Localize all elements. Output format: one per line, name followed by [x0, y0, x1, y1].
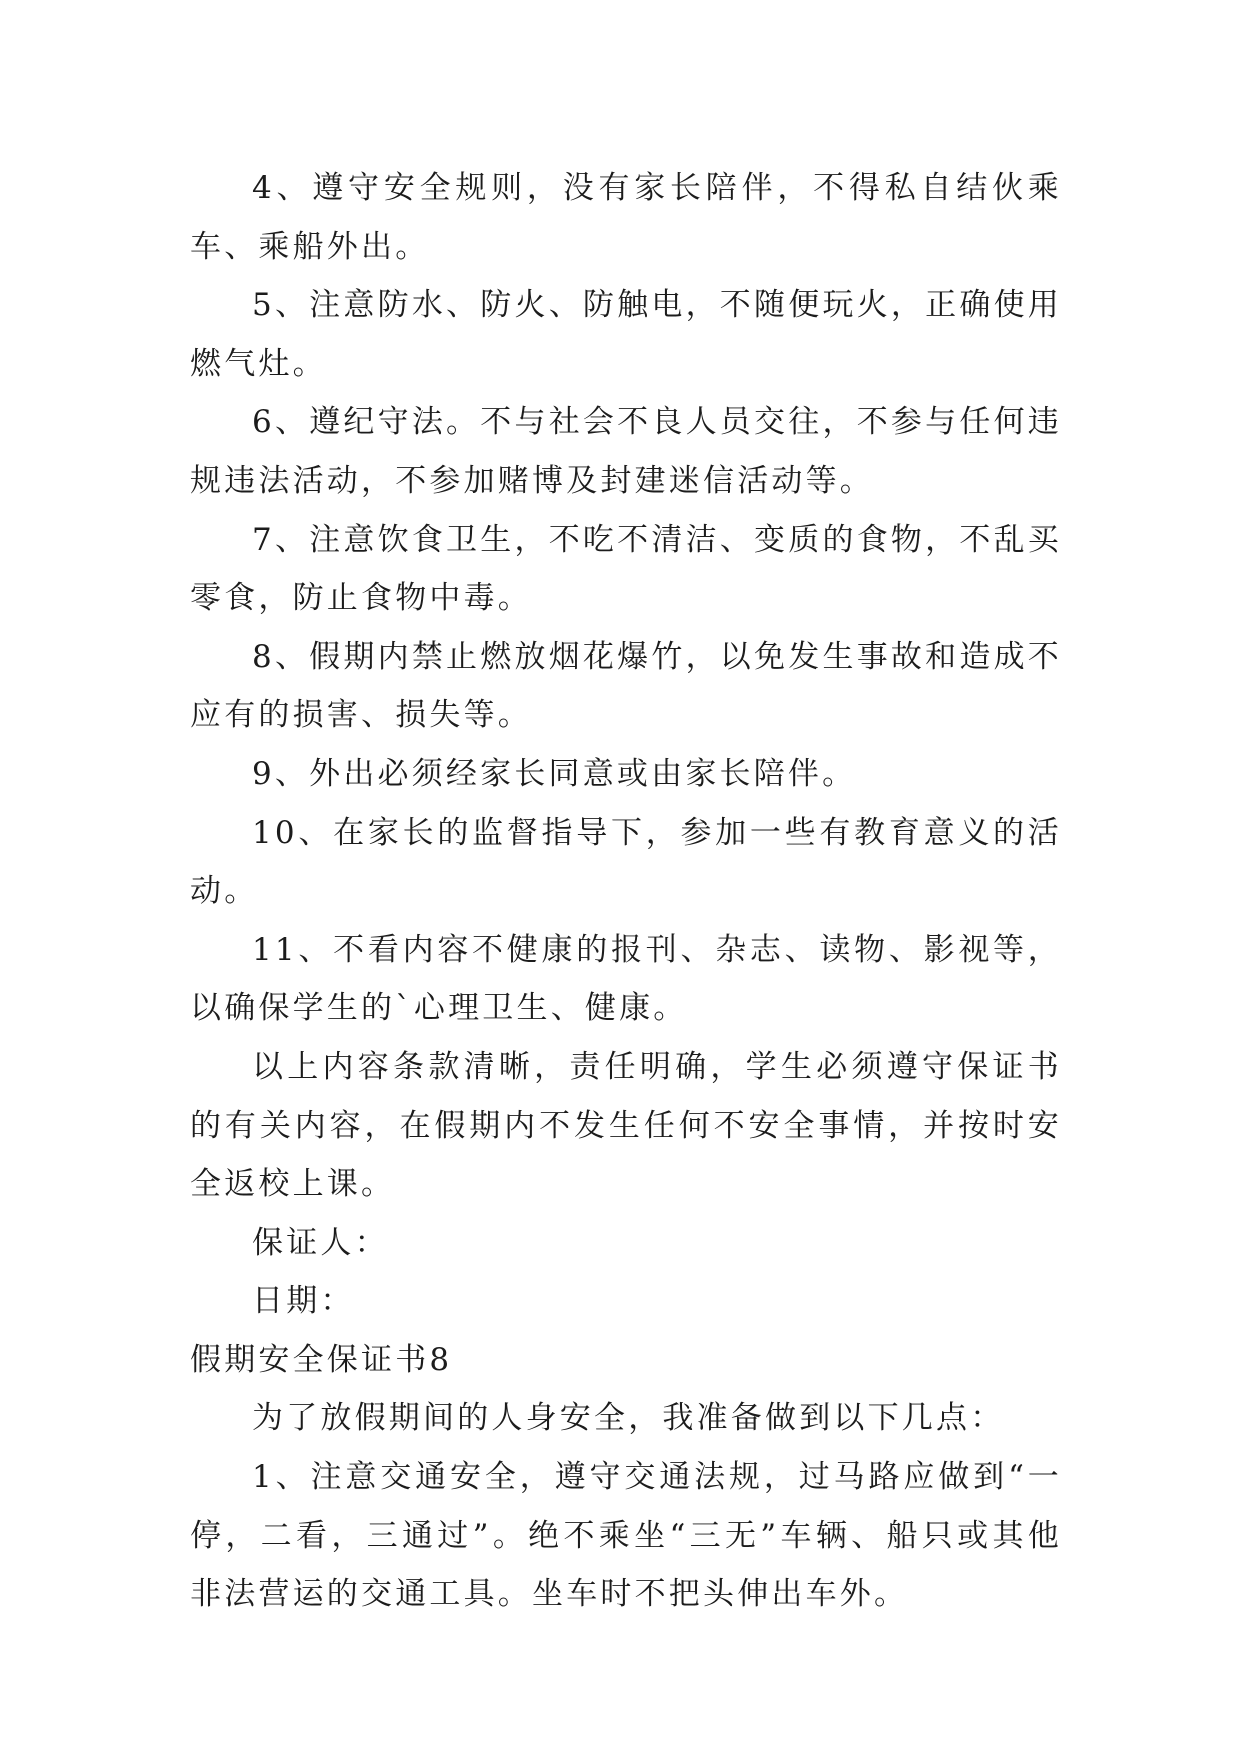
- section-item-1: 1、注意交通安全，遵守交通法规，过马路应做到“一停，二看，三通过”。绝不乘坐“三无”车辆、船只或其他非法营运的交通工具。坐车时不把头伸出车外。: [190, 1459, 1062, 1613]
- document-body: [190, 159, 1062, 1624]
- date-label: 日期：: [252, 1283, 355, 1320]
- paragraph-item-8: 8、假期内禁止燃放烟花爆竹，以免发生事故和造成不应有的损害、损失等。: [190, 638, 1062, 734]
- section-title: 假期安全保证书8: [190, 1341, 453, 1378]
- paragraph-item-11: 11、不看内容不健康的报刊、杂志、读物、影视等，以确保学生的`心理卫生、健康。: [190, 931, 1062, 1027]
- paragraph-item-6: 6、遵纪守法。不与社会不良人员交往，不参与任何违规违法活动，不参加赌博及封建迷信活动等。: [190, 404, 1062, 499]
- section-intro: 为了放假期间的人身安全，我准备做到以下几点：: [252, 1400, 1005, 1437]
- paragraph-item-10: 10、在家长的监督指导下，参加一些有教育意义的活动。: [190, 814, 1062, 910]
- paragraph-item-4: 4、遵守安全规则，没有家长陪伴，不得私自结伙乘车、乘船外出。: [190, 170, 1062, 265]
- paragraph-item-9: 9、外出必须经家长同意或由家长陪伴。: [252, 755, 857, 792]
- guarantor-label: 保证人：: [252, 1224, 389, 1261]
- paragraph-item-7: 7、注意饮食卫生，不吃不清洁、变质的食物，不乱买零食，防止食物中毒。: [190, 521, 1062, 617]
- paragraph-summary: 以上内容条款清晰，责任明确，学生必须遵守保证书的有关内容，在假期内不发生任何不安全事情，并按时安全返校上课。: [190, 1048, 1062, 1203]
- paragraph-item-5: 5、注意防水、防火、防触电，不随便玩火，正确使用燃气灶。: [190, 287, 1062, 382]
